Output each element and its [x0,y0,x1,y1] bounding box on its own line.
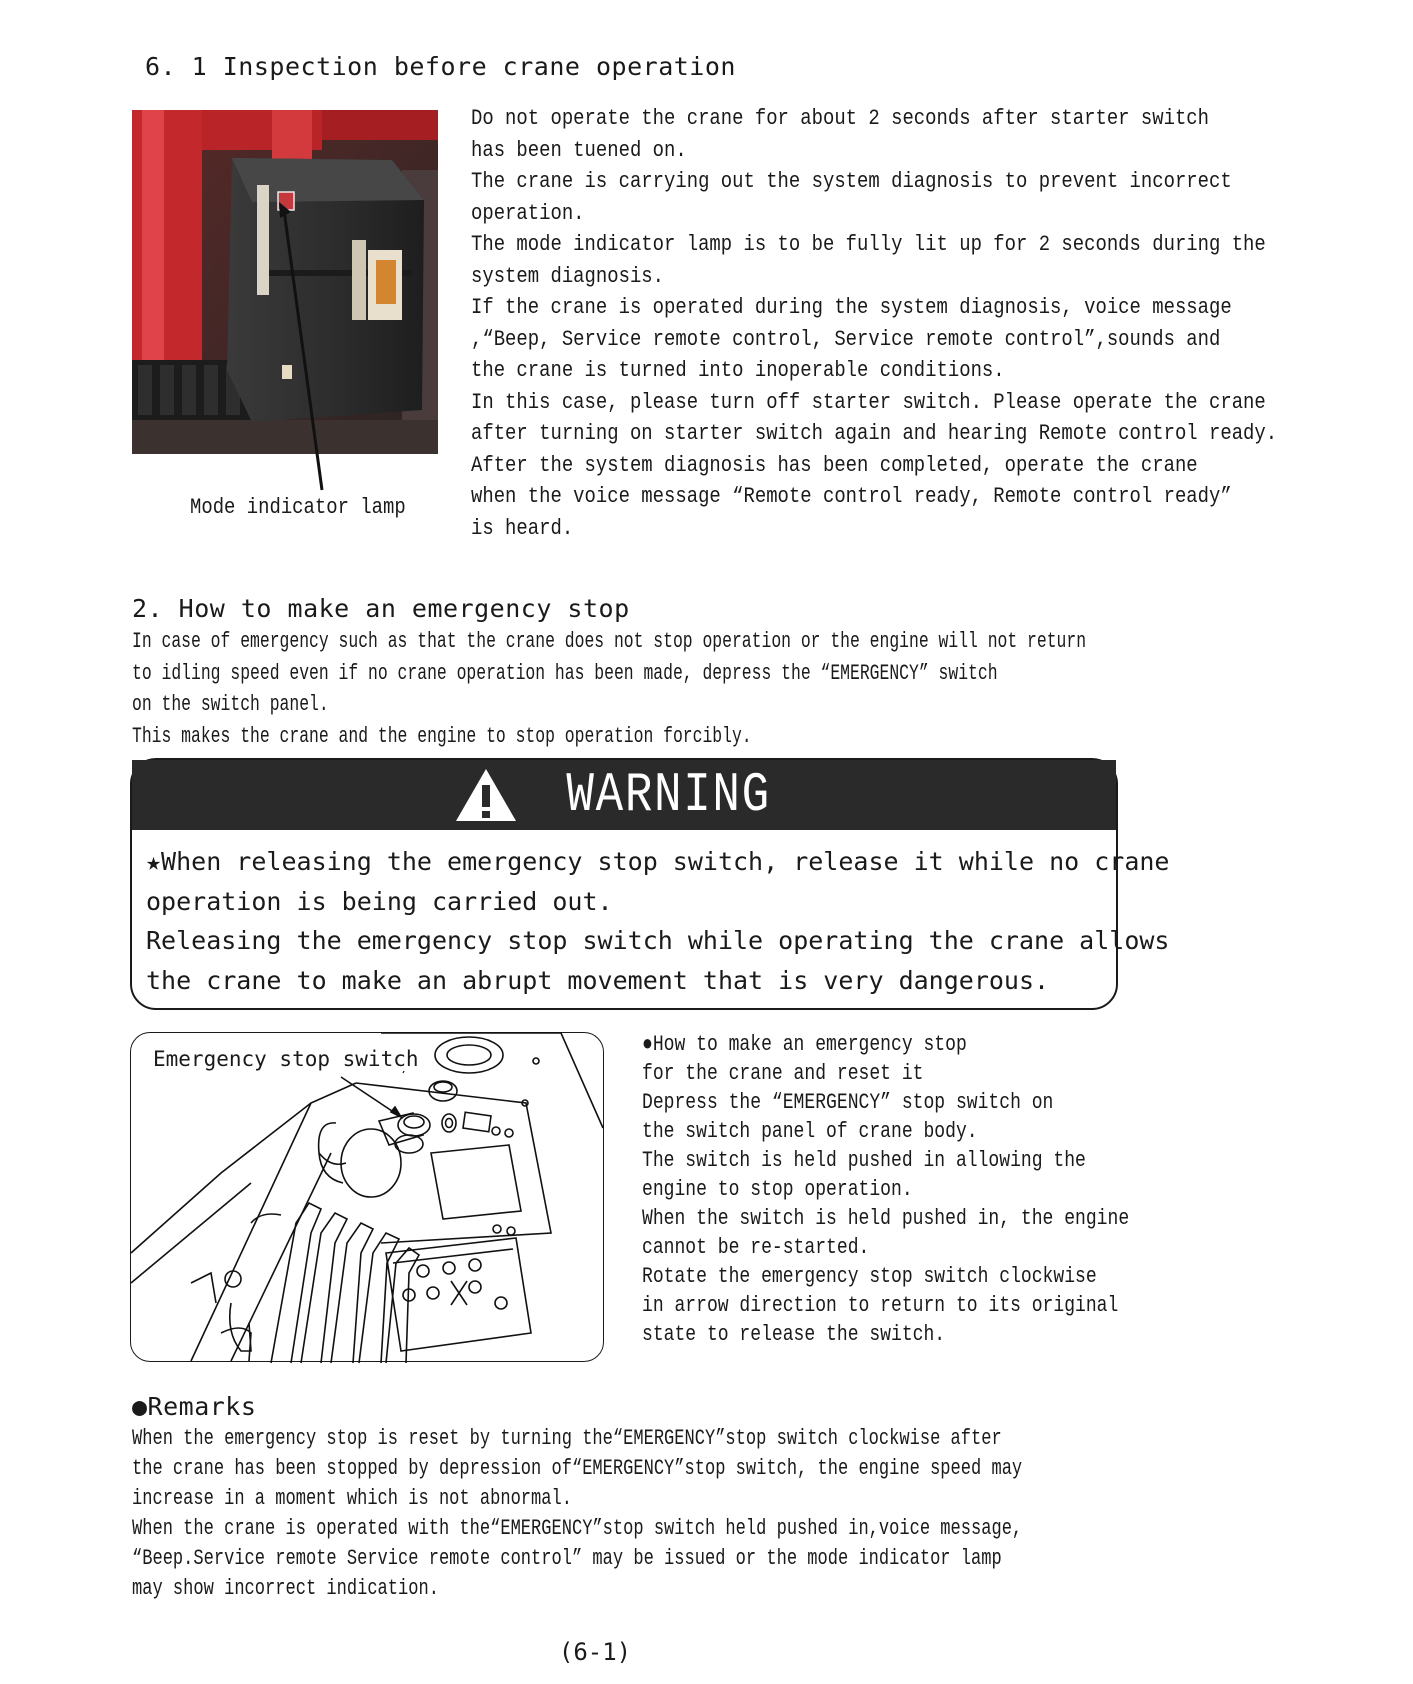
text-line: increase in a moment which is not abnormal. [132,1486,572,1511]
text-line: Rotate the emergency stop switch clockwise [642,1264,1097,1289]
section-heading-emergency-stop: 2. How to make an emergency stop [132,594,630,623]
text-line: ★When releasing the emergency stop switch, release it while no crane [146,847,1170,876]
text-line: after turning on starter switch again and hearing Remote control ready. [471,421,1278,446]
text-line: the crane has been stopped by depression of“EMERGENCY”stop switch, the engine speed may [132,1456,1023,1481]
text-line: In case of emergency such as that the crane does not stop operation or the engine will not return [132,629,1087,654]
text-line: the switch panel of crane body. [642,1119,978,1144]
emergency-intro-text [132,626,1413,752]
text-line: In this case, please turn off starter switch. Please operate the crane [471,389,1266,415]
text-line: When the crane is operated with the“EMERGENCY”stop switch held pushed in,voice message, [132,1516,1023,1541]
remarks-heading: ●Remarks [132,1392,257,1421]
text-line: If the crane is operated during the system diagnosis, voice message [471,295,1232,320]
text-line: ,“Beep, Service remote control, Service remote control”,sounds and [471,326,1221,352]
warning-header [132,760,1116,830]
text-line: has been tuened on. [471,137,687,163]
text-line: The crane is carrying out the system diagnosis to prevent incorrect [471,169,1232,194]
page-number: (6-1) [558,1638,632,1666]
text-line: cannot be re-started. [642,1235,870,1260]
warning-text [146,842,1170,1000]
emergency-switch-diagram [130,1032,604,1362]
photo-caption: Mode indicator lamp [190,495,406,520]
text-line: When the switch is held pushed in, the engine [642,1206,1130,1231]
pointer-line [270,200,340,500]
text-line: for the crane and reset it [642,1061,924,1086]
warning-box [130,758,1170,1010]
text-line: to idling speed even if no crane operation has been made, depress the “EMERGENCY” switch [132,660,998,686]
section-heading-inspection: 6. 1 Inspection before crane operation [145,52,736,81]
text-line: operation. [471,200,585,226]
text-line: when the voice message “Remote control ready, Remote control ready” [471,484,1232,509]
text-line: The mode indicator lamp is to be fully lit up for 2 seconds during the [471,232,1266,257]
warning-title: WARNING [566,763,772,827]
text-line: When the emergency stop is reset by turning the“EMERGENCY”stop switch clockwise after [132,1426,1002,1451]
text-line: Do not operate the crane for about 2 seconds after starter switch [471,106,1210,131]
text-line: on the switch panel. [132,692,329,717]
text-line: the crane to make an abrupt movement that is very dangerous. [146,965,1050,995]
warning-triangle-icon [454,767,518,823]
text-line: Releasing the emergency stop switch while operating the crane allows [146,926,1170,955]
how-to-text [642,1030,1236,1349]
text-line: operation is being carried out. [146,886,613,916]
text-line: engine to stop operation. [642,1177,913,1202]
text-line: in arrow direction to return to its original [642,1293,1119,1318]
text-line: Depress the “EMERGENCY” stop switch on [642,1090,1054,1115]
text-line: is heard. [471,515,574,541]
remarks-text [132,1424,1281,1604]
text-line: system diagnosis. [471,263,665,289]
inspection-text [471,103,1408,544]
text-line: state to release the switch. [642,1322,946,1347]
text-line: “Beep.Service remote Service remote control” may be issued or the mode indicator lamp [132,1546,1002,1571]
text-line: the crane is turned into inoperable conditions. [471,358,1005,383]
text-line: The switch is held pushed in allowing the [642,1148,1086,1173]
diagram-label: Emergency stop switch [153,1047,419,1071]
text-line: After the system diagnosis has been completed, operate the crane [471,452,1198,478]
text-line: ●How to make an emergency stop [642,1032,967,1057]
text-line: This makes the crane and the engine to stop operation forcibly. [132,723,752,749]
text-line: may show incorrect indication. [132,1576,439,1601]
